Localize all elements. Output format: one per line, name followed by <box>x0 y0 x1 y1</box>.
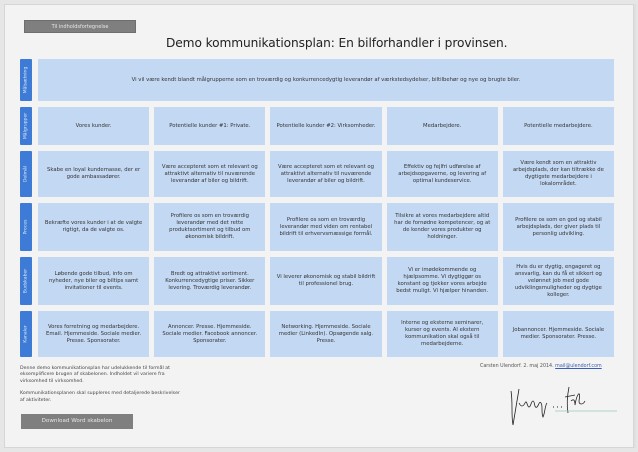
disclaimer-note <box>20 366 180 410</box>
cell: Tilsikre at vores medarbejdere altid har de fornødne kompetencer, og at de kender vores produkter og holdninger. <box>387 203 498 251</box>
cell: Potentielle medarbejdere. <box>503 107 614 145</box>
signature-logo <box>505 383 620 428</box>
row-delmal <box>20 151 614 197</box>
cell: Være kendt som en attraktiv arbejdsplads, der kan tiltrække de dygtigste medarbejdere i lokalområdet. <box>503 151 614 197</box>
plan-grid <box>20 59 614 363</box>
cell: Jobannoncer. Hjemmeside. Sociale medier. Sponsorater. Presse. <box>503 311 614 357</box>
page-title: Demo kommunikationsplan: En bilforhandler i provinsen. <box>166 36 508 50</box>
cell: Profilere os som en troværdig leverandør med det rette produktsortiment og tilbud om økonomisk bildrift. <box>154 203 265 251</box>
download-template-button[interactable]: Download Word skabelon <box>21 414 133 429</box>
row-malgrupper <box>20 107 614 145</box>
cell: Vi er imødekommende og hjælpsomme. Vi dygtiggør os konstant og tjekker vores arbejde bedst muligt. Vi hjælper hinanden. <box>387 257 498 305</box>
cell: Hvis du er dygtig, engageret og ansvarlig, kan du få et sikkert og velønnet job med gode udviklingsmuligheder og dygtige kolleger. <box>503 257 614 305</box>
cell: Potentielle kunder #1: Private. <box>154 107 265 145</box>
cell: Vores forretning og medarbejdere. Email. Hjemmeside. Sociale medier. Presse. Sponsorater. <box>38 311 149 357</box>
side-label-malsaetning: Målsætning <box>20 59 32 101</box>
cell: Annoncer. Presse. Hjemmeside. Sociale medier. Facebook annoncer. Sponsorater. <box>154 311 265 357</box>
cell: Profilere os som en troværdig leverandør med viden om rentabel bildrift til erhvervsmæssige formål. <box>270 203 381 251</box>
cell: Bredt og attraktivt sortiment. Konkurrencedygtige priser. Sikker levering. Troværdig leverandør. <box>154 257 265 305</box>
cell: Networking. Hjemmeside. Sociale medier (LinkedIn). Opsøgende salg. Presse. <box>270 311 381 357</box>
cell: Medarbejdere. <box>387 107 498 145</box>
side-label-budskaber: Budskaber <box>20 257 32 305</box>
cell: Profilere os som en god og stabil arbejdsplads, der giver plads til personlig udvikling. <box>503 203 614 251</box>
cell: Skabe en loyal kundemasse, der er gode ambassadører. <box>38 151 149 197</box>
side-label-proces: Proces <box>20 203 32 251</box>
cell: Interne og eksterne seminarer, kurser og events. Al ekstern kommunikation skal også til medarbejderne. <box>387 311 498 357</box>
row-budskaber <box>20 257 614 305</box>
cell: Vi leverer økonomisk og stabil bildrift til professionel brug. <box>270 257 381 305</box>
note-text-1: Denne demo kommunikationsplan har udelukkende til formål at eksemplificere brugen af skabelonen. Indholdet vil variere fra virksomhed til virksomhed. <box>20 366 170 384</box>
cell: Være accepteret som et relevant og attraktivt alternativ til nuværende leverandør af biler og bildrift. <box>270 151 381 197</box>
row-proces <box>20 203 614 251</box>
cell-goal: Vi vil være kendt blandt målgrupperne som en troværdig og konkurrencedygtig leverandør af værkstedsydelser, biltilbehør og nye og brugte biler. <box>38 59 614 101</box>
cell: Effektiv og fejlfri udførelse af arbejdsopgaverne, og levering af optimal kundeservice. <box>387 151 498 197</box>
cell: Løbende gode tilbud, info om nyheder, nye biler og biltips samt invitationer til events. <box>38 257 149 305</box>
author-text: Carsten Ulendorf. 2. maj 2014. <box>480 364 554 369</box>
row-malsaetning <box>20 59 614 101</box>
row-kanaler <box>20 311 614 357</box>
side-label-delmal: Delmål <box>20 151 32 197</box>
toc-button[interactable]: Til indholdsfortegnelse <box>24 20 136 33</box>
email-link[interactable]: mail@ulendorf.com <box>555 364 602 369</box>
side-label-malgrupper: Målgrupper <box>20 107 32 145</box>
cell: Være accepteret som et relevant og attraktivt alternativ til nuværende leverandør af biler og bildrift. <box>154 151 265 197</box>
side-label-kanaler: Kanaler <box>20 311 32 357</box>
scrollbar[interactable] <box>634 4 636 448</box>
cell: Vores kunder. <box>38 107 149 145</box>
note-text-2: Kommunikationsplanen skal suppleres med detaljerede beskrivelser af aktiviteter. <box>20 391 180 403</box>
author-line <box>480 364 602 369</box>
cell: Bekræfte vores kunder i at de valgte rigtigt, da de valgte os. <box>38 203 149 251</box>
cell: Potentielle kunder #2: Virksomheder. <box>270 107 381 145</box>
